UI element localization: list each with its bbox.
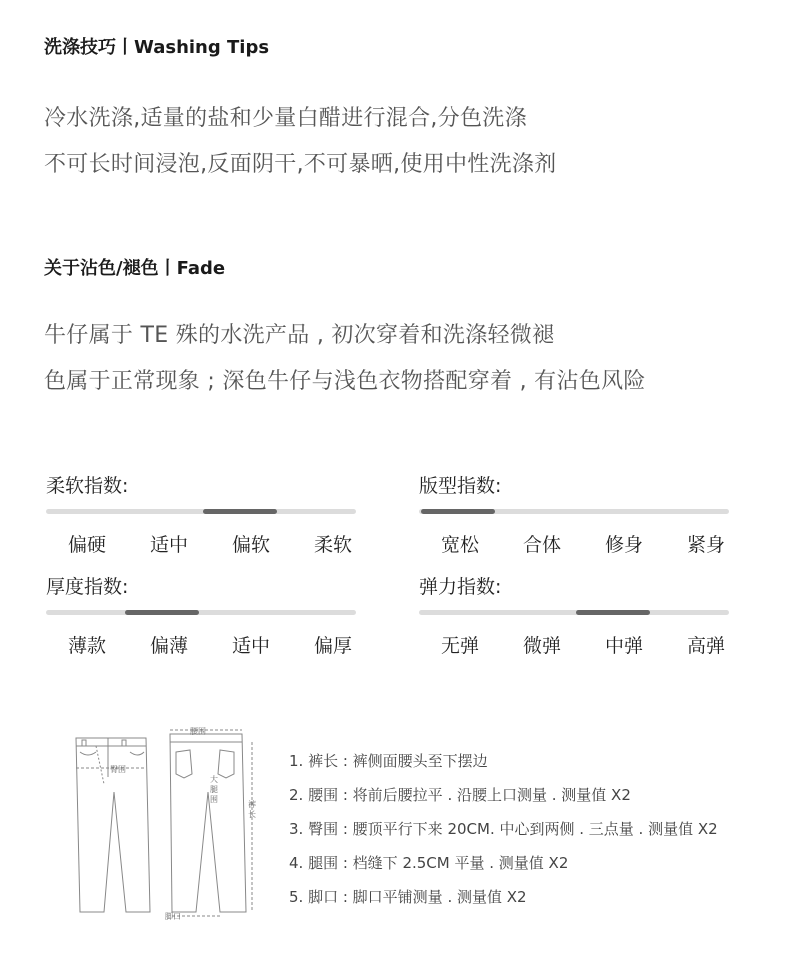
stretch-index-track — [419, 610, 729, 615]
fade-line-2: 色属于正常现象 ; 深色牛仔与浅色衣物搭配穿着 , 有沾色风险 — [44, 369, 646, 394]
thickness-index-track — [46, 610, 356, 615]
fit-option-tight: 紧身 — [686, 534, 725, 556]
waist-label: 腰围 — [190, 727, 206, 736]
fit-index-options — [419, 530, 749, 557]
measurement-list — [289, 748, 718, 918]
stretch-option-none: 无弹 — [440, 635, 479, 657]
hip-label: 臀围 — [110, 765, 126, 774]
fit-index-indicator — [421, 509, 495, 514]
fit-option-regular: 合体 — [522, 534, 561, 556]
stretch-index-indicator — [576, 610, 650, 615]
jeans-measurement-diagram — [60, 722, 275, 922]
thigh-label-1: 大 — [210, 775, 218, 784]
fade-line-1: 牛仔属于 TE 殊的水洗产品 , 初次穿着和洗涤轻微褪 — [44, 323, 555, 348]
stretch-index — [419, 574, 731, 658]
measurement-item-hip: 3. 臀围 : 腰顶平行下来 20CM. 中心到两侧 . 三点量 . 测量值 X2 — [289, 820, 718, 838]
softness-index — [46, 473, 358, 557]
measurement-item-length: 1. 裤长 : 裤侧面腰头至下摆边 — [289, 752, 488, 770]
thickness-index-title: 厚度指数: — [46, 576, 129, 598]
jeans-back-view — [170, 730, 252, 916]
length-label-1: 裤 — [248, 800, 256, 809]
softness-index-title: 柔软指数: — [46, 475, 129, 497]
fit-index-title: 版型指数: — [419, 475, 502, 497]
stretch-index-options — [419, 631, 749, 658]
softness-index-indicator — [203, 509, 277, 514]
thickness-index-indicator — [125, 610, 199, 615]
length-label-2: 长 — [248, 810, 256, 819]
thickness-option-thin: 薄款 — [67, 635, 106, 657]
thigh-label-3: 围 — [210, 795, 218, 804]
fit-option-slim: 修身 — [604, 534, 643, 556]
softness-index-track — [46, 509, 356, 514]
thickness-index — [46, 574, 358, 658]
thigh-label-2: 腿 — [210, 785, 218, 794]
thickness-index-options — [46, 631, 376, 658]
softness-option-soft: 偏软 — [231, 534, 270, 556]
fit-index-track — [419, 509, 729, 514]
stretch-option-high: 高弹 — [686, 635, 725, 657]
softness-option-very-soft: 柔软 — [313, 534, 352, 556]
softness-index-options — [46, 530, 376, 557]
fit-index — [419, 473, 731, 557]
softness-option-hard: 偏硬 — [67, 534, 106, 556]
washing-tips-title: 洗涤技巧丨Washing Tips — [44, 37, 270, 58]
measurement-item-hem: 5. 脚口 : 脚口平铺测量 . 测量值 X2 — [289, 888, 527, 906]
stretch-index-title: 弹力指数: — [419, 576, 502, 598]
thickness-option-thick: 偏厚 — [313, 635, 352, 657]
washing-tips-line-2: 不可长时间浸泡,反面阴干,不可暴晒,使用中性洗涤剂 — [44, 152, 557, 177]
measurement-item-thigh: 4. 腿围 : 档缝下 2.5CM 平量 . 测量值 X2 — [289, 854, 569, 872]
washing-tips-line-1: 冷水洗涤,适量的盐和少量白醋进行混合,分色洗涤 — [44, 106, 527, 131]
stretch-option-medium: 中弹 — [604, 635, 643, 657]
hem-label: 脚口 — [165, 912, 181, 921]
thickness-option-slightly-thin: 偏薄 — [149, 635, 188, 657]
thickness-option-medium: 适中 — [231, 635, 270, 657]
stretch-option-slight: 微弹 — [522, 635, 561, 657]
fit-option-loose: 宽松 — [440, 534, 479, 556]
softness-option-medium: 适中 — [149, 534, 188, 556]
fade-title: 关于沾色/褪色丨Fade — [44, 258, 226, 279]
measurement-item-waist: 2. 腰围 : 将前后腰拉平 . 沿腰上口测量 . 测量值 X2 — [289, 786, 631, 804]
